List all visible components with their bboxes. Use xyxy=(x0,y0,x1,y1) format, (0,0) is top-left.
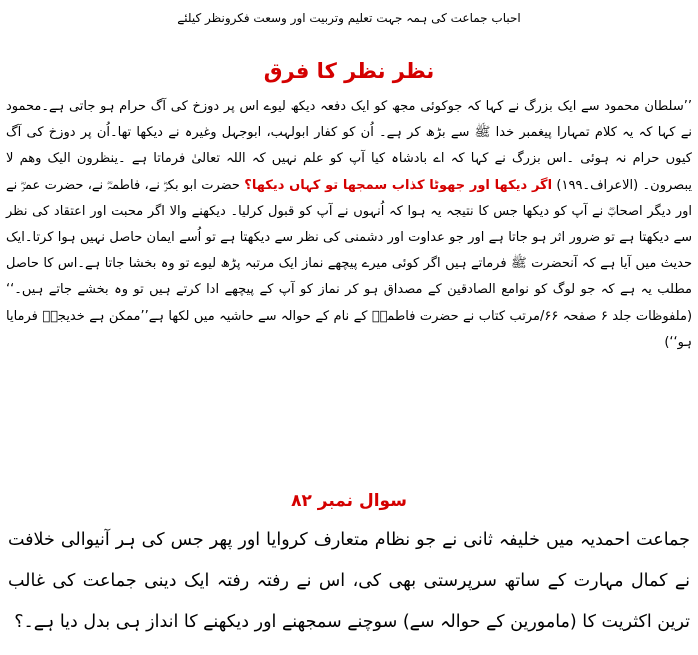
quote-paragraph xyxy=(6,94,692,356)
header-subtitle: احباب جماعت کی ہمہ جہت تعلیم وتربیت اور وسعت فکرونظر کیلئے xyxy=(177,11,521,25)
question-text: جماعت احمدیہ میں خلیفہ ثانی نے جو نظام متعارف کروایا اور پھر جس کی ہر آنیوالی خلافت نے کمال مہارت کے ساتھ سرپرستی بھی کی، اس نے رفتہ رفتہ ایک دینی جماعت کی غالب ترین اکثریت کا (مامورین کے حوالہ سے) سوچنے سمجھنے اور دیکھنے کا انداز ہی بدل دیا ہے۔؟ xyxy=(8,530,690,632)
quote-text-part2: حضرت ابو بکرؓ نے، فاطمہؓ نے، حضرت عمرؓ نے اور دیگر اصحابؓ نے آپ کو دیکھا جس کا نتیجہ یہ ہوا کہ اُنہوں نے آپ کو قبول کرلیا۔ دیکھنے والا اگر محبت اور اعتقاد کی نظر سے دیکھتا ہے تو ضرور اثر ہو جاتا ہے اور جو عداوت اور دشمنی کی نظر سے دیکھتا ہے تو اُسے ایمان حاصل نہیں ہوا کرتا۔ایک حدیث میں آیا ہے کہ آنحضرت ﷺ فرماتے ہیں اگر کوئی میرے پیچھے نماز ایک مرتبہ پڑھ لیوے تو وہ بخشا جاتا ہے۔اس کا حاصل مطلب یہ ہے کہ جو لوگ کو نوامع الصادقین کے مصداق ہو کر نماز کو آپ کے پیچھے ادا کرتے ہیں تو وہ بخشے جاتے ہیں۔‘‘ (ملفوظات جلد ۶ صفحہ ۶۶/مرتب کتاب نے حضرت فاطمہؓ کے نام کے حوالہ سے حاشیہ میں لکھا ہے’’ممکن ہے خدیجہؓ فرمایا ہو‘‘) xyxy=(6,177,693,350)
quote-highlight: اگر دیکھا اور جھوٹا کذاب سمجھا تو کہاں دیکھا؟ xyxy=(244,177,553,193)
question-heading: سوال نمبر ۸۲ xyxy=(291,491,407,511)
quote-text-part1: ’’سلطان محمود سے ایک بزرگ نے کہا کہ جوکوئی مجھ کو ایک دفعہ دیکھ لیوے اس پر دوزخ کی آگ حرام ہو جاتی ہے۔محمود نے کہا کہ یہ کلام تمہارا پیغمبر خدا ﷺ سے بڑھ کر ہے۔ اُن کو کفار ابولہب، ابوجہل وغیرہ نے دیکھا تھا۔اُن پر دوزخ کی آگ کیوں حرام نہ ہوئی ۔اس بزرگ نے کہا کہ اے بادشاہ کیا آپ کو علم نہیں کہ اللہ تعالیٰ فرماتا ہے ۔ینظرون الیک وھم لا یبصرون۔ (الاعراف۔۱۹۹) xyxy=(6,99,692,193)
section-title: نظر نظر کا فرق xyxy=(263,59,435,83)
